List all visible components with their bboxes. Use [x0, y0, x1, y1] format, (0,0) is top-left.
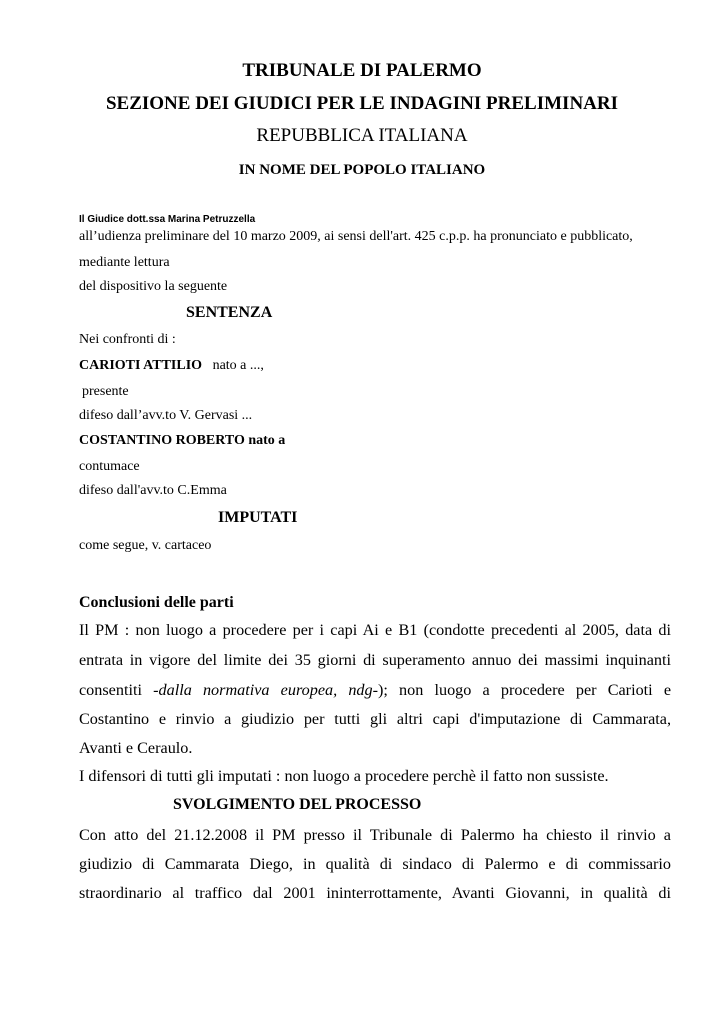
- people-title: IN NOME DEL POPOLO ITALIANO: [238, 162, 486, 178]
- against-label: Nei confronti di :: [79, 332, 176, 347]
- sentenza-heading: SENTENZA: [186, 304, 273, 321]
- conclusioni-line-2: entrata in vigore del limite dei 35 giorni di superamento annuo dei massimi inquinanti: [79, 651, 671, 669]
- defendant-2-name: COSTANTINO ROBERTO nato a: [79, 433, 286, 448]
- svolgimento-line-3: straordinario al traffico dal 2001 ininterrottamente, Avanti Giovanni, in qualità di: [79, 884, 671, 902]
- intro-line-3: del dispositivo la seguente: [79, 279, 228, 294]
- judge-note: Il Giudice dott.ssa Marina Petruzzella: [79, 214, 256, 225]
- defendant-1-name: CARIOTI ATTILIO: [79, 358, 203, 373]
- imputati-note: come segue, v. cartaceo: [79, 538, 212, 553]
- defendant-2-defense: difeso dall'avv.to C.Emma: [79, 483, 227, 498]
- intro-line-1: all’udienza preliminare del 10 marzo 2009, ai sensi dell'art. 425 c.p.p. ha pronunciato e pubblicato,: [79, 229, 633, 244]
- defendant-2-status: contumace: [79, 459, 140, 474]
- conclusioni-line-1: Il PM : non luogo a procedere per i capi Ai e B1 (condotte precedenti al 2005, data di: [79, 621, 671, 639]
- conclusioni-line-3: consentiti -dalla normativa europea, ndg-); non luogo a procedere per Carioti e: [79, 681, 671, 699]
- conclusioni-heading: Conclusioni delle parti: [79, 594, 234, 611]
- conclusioni-line-6: I difensori di tutti gli imputati : non luogo a procedere perchè il fatto non sussiste.: [79, 767, 609, 785]
- svolgimento-line-2: giudizio di Cammarata Diego, in qualità di sindaco di Palermo e di commissario: [79, 855, 671, 873]
- conclusioni-line-4: Costantino e rinvio a giudizio per tutti gli altri capi d'imputazione di Cammarata,: [79, 710, 671, 728]
- svolgimento-line-1: Con atto del 21.12.2008 il PM presso il Tribunale di Palermo ha chiesto il rinvio a: [79, 826, 671, 844]
- imputati-heading: IMPUTATI: [218, 509, 298, 526]
- svolgimento-heading: SVOLGIMENTO DEL PROCESSO: [173, 796, 422, 813]
- defendant-1-line: [79, 358, 264, 374]
- defendant-1-birth: nato a ...,: [212, 358, 264, 373]
- defendant-1-defense: difeso dall’avv.to V. Gervasi ...: [79, 408, 253, 423]
- defendant-1-status: presente: [82, 384, 129, 399]
- conclusioni-line-5: Avanti e Ceraulo.: [79, 739, 193, 757]
- intro-line-2: mediante lettura: [79, 255, 170, 270]
- republic-title: REPUBBLICA ITALIANA: [256, 125, 468, 146]
- court-title: TRIBUNALE DI PALERMO: [242, 60, 482, 81]
- section-title: SEZIONE DEI GIUDICI PER LE INDAGINI PRELIMINARI: [105, 93, 619, 114]
